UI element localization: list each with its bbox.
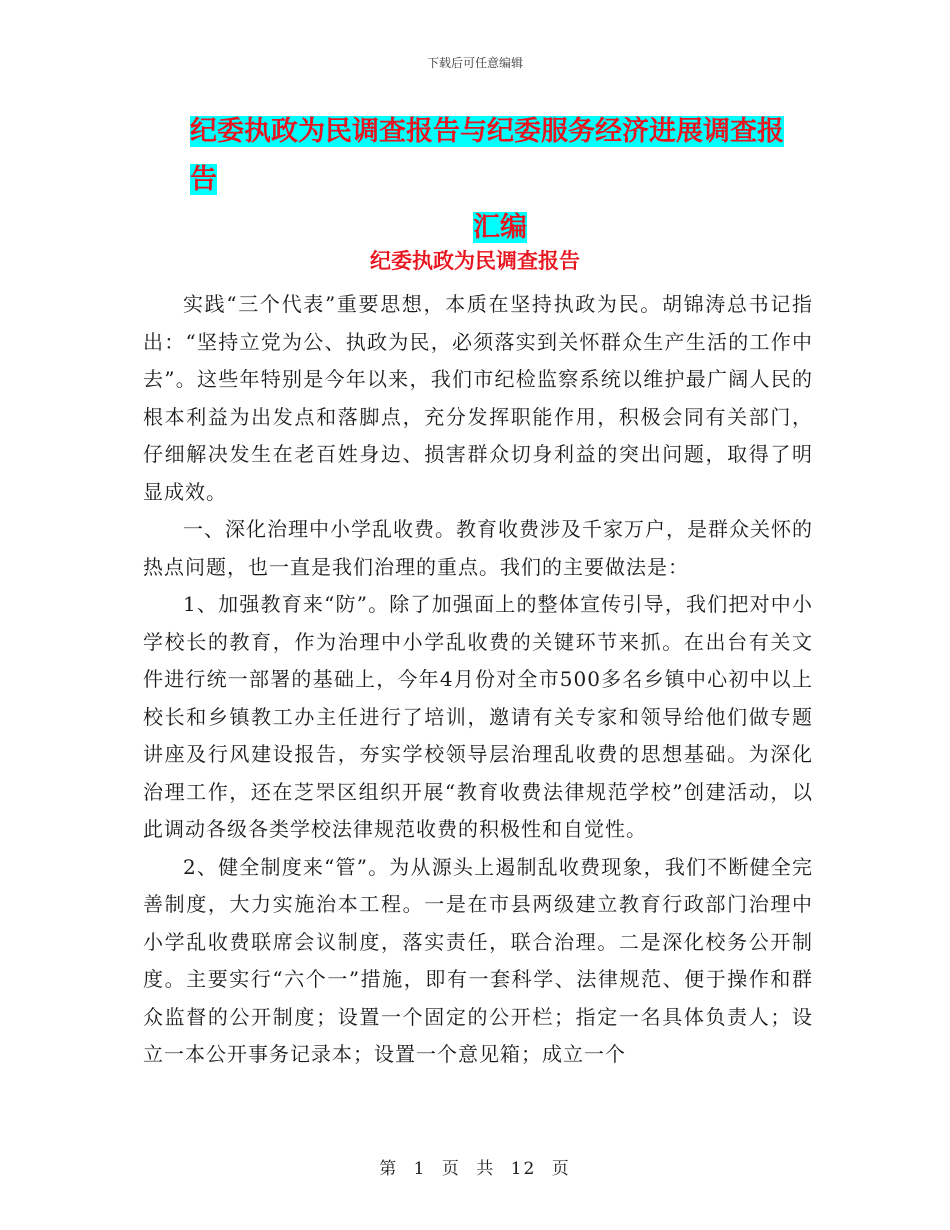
document-title	[190, 108, 810, 252]
footer-gong: 共	[476, 1159, 496, 1179]
paragraph: 2、健全制度来“管”。为从源头上遏制乱收费现象，我们不断健全完善制度，大力实施治本工程。一是在市县两级建立教育行政部门治理中小学乱收费联席会议制度，落实责任，联合治理。二是深化校务公开制度。主要实行“六个一”措施，即有一套科学、法律规范、便于操作和群众监督的公开制度；设置一个固定的公开栏；指定一名具体负责人；设立一本公开事务记录本；设置一个意见箱；成立一个	[143, 854, 813, 1066]
paragraph: 一、深化治理中小学乱收费。教育收费涉及千家万户，是群众关怀的热点问题，也一直是我们治理的重点。我们的主要做法是：	[143, 517, 813, 579]
page-footer	[0, 1154, 950, 1179]
footer-di: 第	[379, 1159, 399, 1179]
footer-page-current: 1	[413, 1159, 427, 1179]
footer-ye: 页	[441, 1159, 461, 1179]
footer-ye2: 页	[551, 1159, 571, 1179]
document-title-line1: 纪委执政为民调查报告与纪委服务经济进展调查报告	[190, 116, 784, 195]
body-text	[143, 286, 813, 1074]
document-title-line2: 汇编	[473, 212, 527, 243]
header-note: 下载后可任意编辑	[426, 56, 523, 70]
paragraph: 1、加强教育来“防”。除了加强面上的整体宣传引导，我们把对中小学校长的教育，作为治理中小学乱收费的关键环节来抓。在出台有关文件进行统一部署的基础上，今年4月份对全市500多名乡镇中心初中以上校长和乡镇教工办主任进行了培训，邀请有关专家和领导给他们做专题讲座及行风建设报告，夯实学校领导层治理乱收费的思想基础。为深化治理工作，还在芝罘区组织开展“教育收费法律规范学校”创建活动，以此调动各级各类学校法律规范收费的积极性和自觉性。	[143, 592, 813, 841]
footer-page-total: 12	[510, 1159, 537, 1179]
paragraph: 实践“三个代表”重要思想，本质在坚持执政为民。胡锦涛总书记指出：“坚持立党为公、执政为民，必须落实到关怀群众生产生活的工作中去”。这些年特别是今年以来，我们市纪检监察系统以维护最广阔人民的根本利益为出发点和落脚点，充分发挥职能作用，积极会同有关部门，仔细解决发生在老百姓身边、损害群众切身利益的突出问题，取得了明显成效。	[143, 292, 813, 504]
section-title: 纪委执政为民调查报告	[370, 249, 580, 273]
